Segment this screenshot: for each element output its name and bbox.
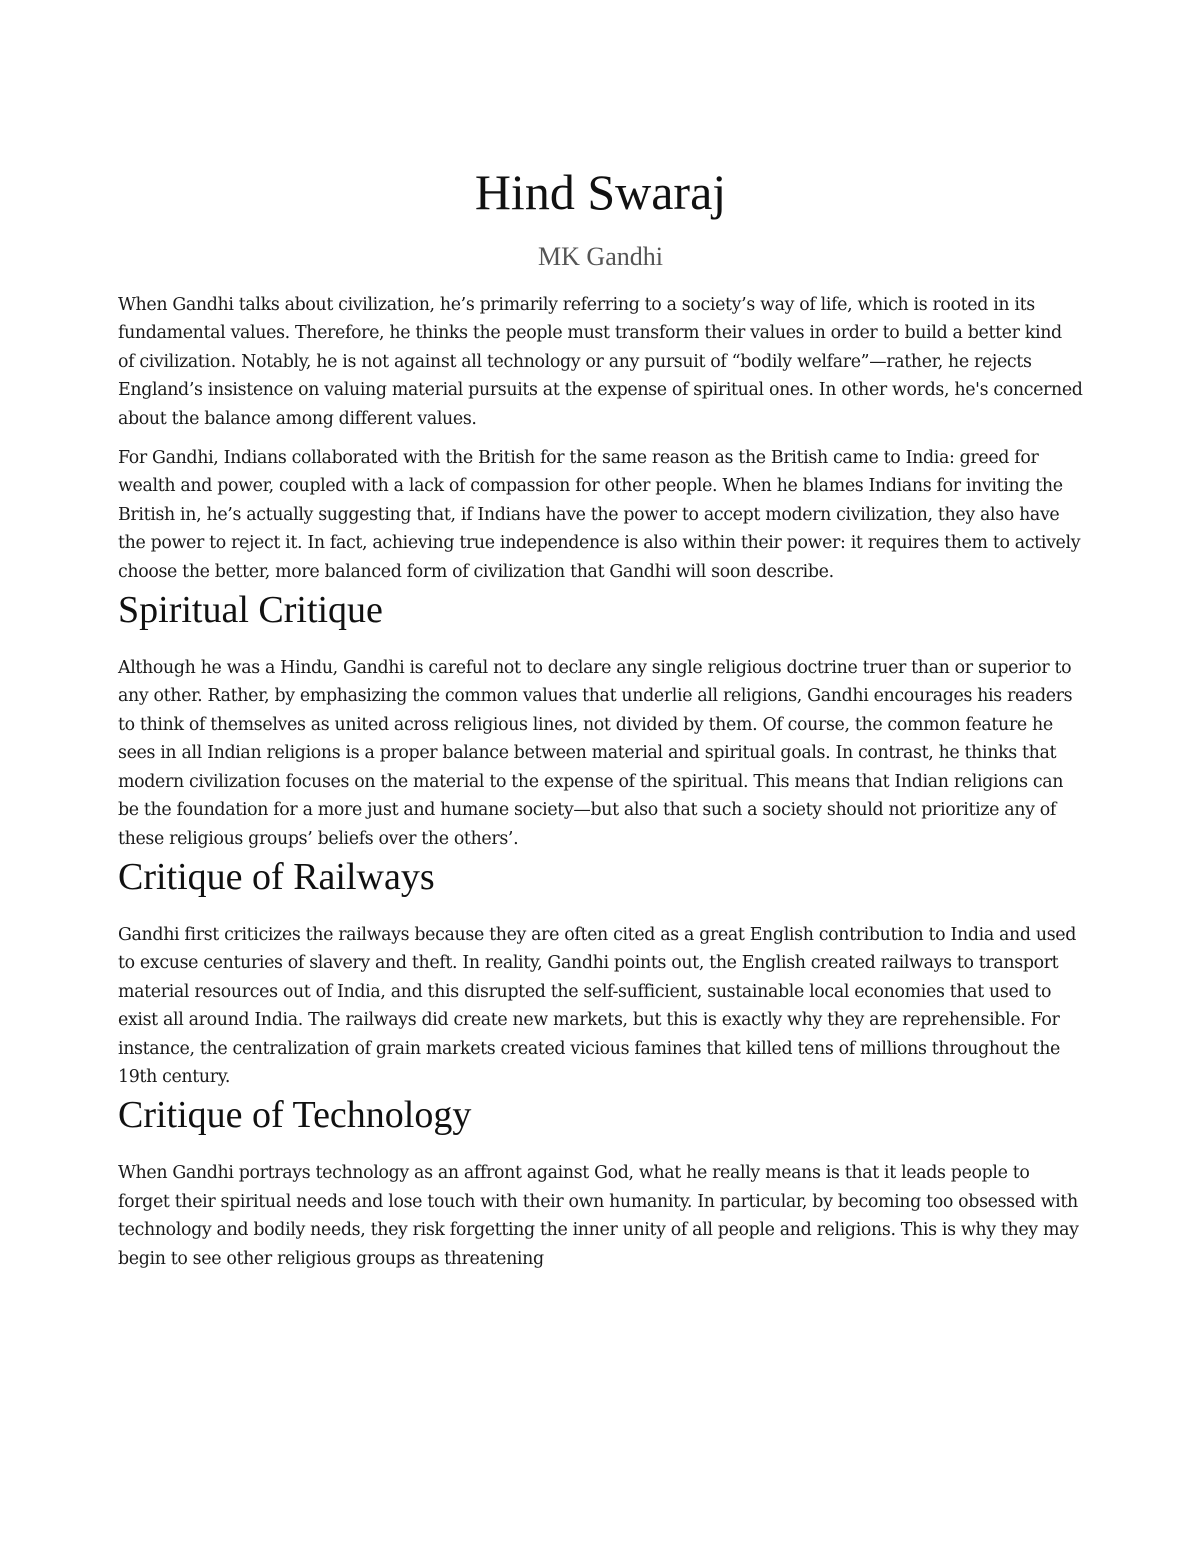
section-paragraph-spiritual-critique: Although he was a Hindu, Gandhi is careful not to declare any single religious doctrine truer than or superior to any other. Rather, by emphasizing the common values that underlie all religions, Gandhi encourages his readers to think of themselves as united across religious lines, not divided by them. Of course, the common feature he sees in all Indian religions is a proper balance between material and spiritual goals. In contrast, he thinks that modern civilization focuses on the material to the expense of the spiritual. This means that Indian religions can be the foundation for a more just and humane society—but also that such a society should not prioritize any of these religious groups’ beliefs over the others’. [118, 658, 1073, 849]
section-heading-critique-of-technology: Critique of Technology [118, 1094, 472, 1137]
document-title: Hind Swaraj [474, 164, 727, 220]
intro-paragraph-2: For Gandhi, Indians collaborated with the British for the same reason as the British came to India: greed for wealth and power, coupled with a lack of compassion for other people. When he blames Indians for inviting the British in, he’s actually suggesting that, if Indians have the power to accept modern civilization, they also have the power to reject it. In fact, achieving true independence is also within their power: it requires them to actively choose the better, more balanced form of civilization that Gandhi will soon describe. [118, 448, 1081, 582]
document-page [118, 158, 1083, 1273]
document-author: MK Gandhi [538, 242, 663, 271]
section-paragraph-critique-of-technology: When Gandhi portrays technology as an affront against God, what he really means is that it leads people to forget their spiritual needs and lose touch with their own humanity. In particular, by becoming too obsessed with technology and bodily needs, they risk forgetting the inner unity of all people and religions. This is why they may begin to see other religious groups as threatening [118, 1163, 1079, 1269]
section-heading-critique-of-railways: Critique of Railways [118, 855, 435, 898]
intro-paragraph-1: When Gandhi talks about civilization, he’s primarily referring to a society’s way of life, which is rooted in its fundamental values. Therefore, he thinks the people must transform their values in order to build a better kind of civilization. Notably, he is not against all technology or any pursuit of “bodily welfare”—rather, he rejects England’s insistence on valuing material pursuits at the expense of spiritual ones. In other words, he's concerned about the balance among different values. [118, 295, 1083, 429]
section-paragraph-critique-of-railways: Gandhi first criticizes the railways because they are often cited as a great English contribution to India and used to excuse centuries of slavery and theft. In reality, Gandhi points out, the English created railways to transport material resources out of India, and this disrupted the self-sufficient, sustainable local economies that used to exist all around India. The railways did create new markets, but this is exactly why they are reprehensible. For instance, the centralization of grain markets created vicious famines that killed tens of millions throughout the 19th century. [118, 924, 1076, 1087]
section-heading-spiritual-critique: Spiritual Critique [118, 589, 383, 632]
